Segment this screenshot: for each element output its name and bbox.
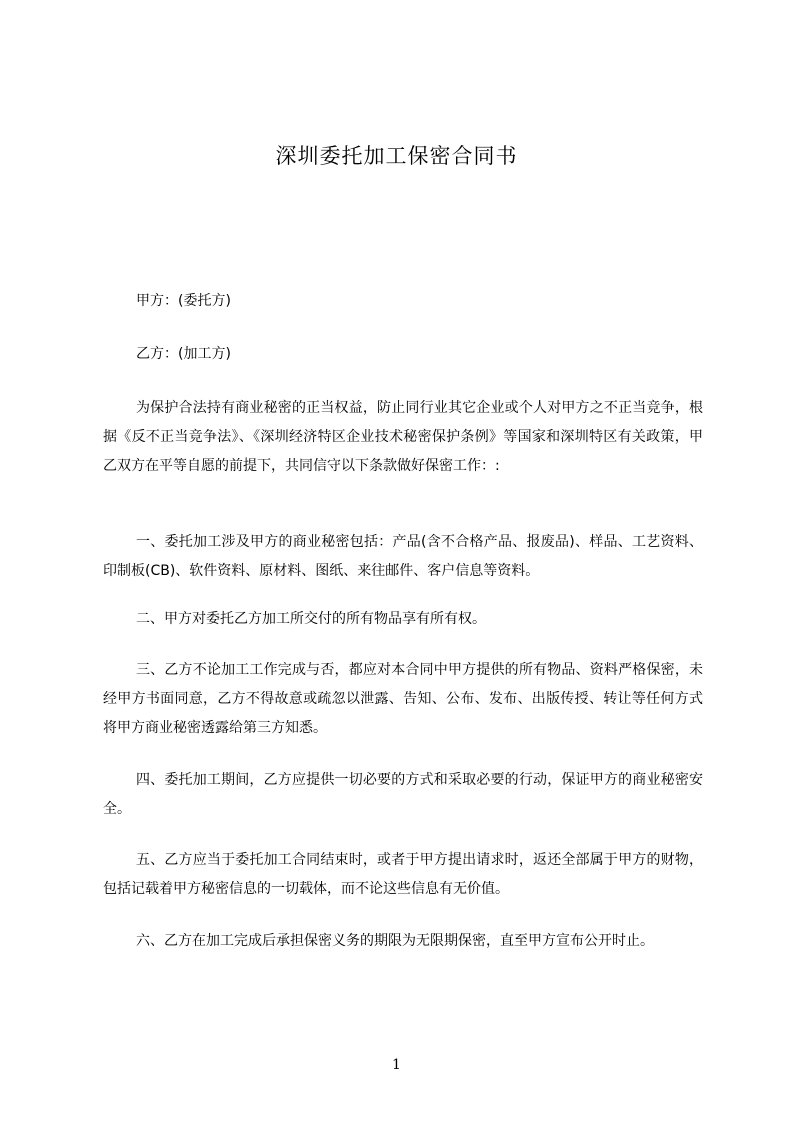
clause-5: 五、乙方应当于委托加工合同结束时，或者于甲方提出请求时，返还全部属于甲方的财物，包括记载着甲方秘密信息的一切载体，而不论这些信息有无价值。 — [103, 852, 703, 897]
clause-3: 三、乙方不论加工工作完成与否，都应对本合同中甲方提供的所有物品、资料严格保密，未经甲方书面同意，乙方不得故意或疏忽以泄露、告知、公布、发布、出版传授、转让等任何方式将甲方商业秘密透露给第三方知悉。 — [103, 662, 703, 736]
party-a-line: 甲方：(委托方) — [136, 293, 231, 309]
clause-4: 四、委托加工期间，乙方应提供一切必要的方式和采取必要的行动，保证甲方的商业秘密安全。 — [103, 772, 703, 817]
clause-6: 六、乙方在加工完成后承担保密义务的期限为无限期保密，直至甲方宣布公开时止。 — [136, 933, 654, 949]
clause-1: 一、委托加工涉及甲方的商业秘密包括：产品(含不合格产品、报废品)、样品、工艺资料、印制板(CB)、软件资料、原材料、图纸、来往邮件、客户信息等资料。 — [103, 534, 703, 579]
document-title: 深圳委托加工保密合同书 — [275, 144, 518, 168]
preamble-paragraph: 为保护合法持有商业秘密的正当权益，防止同行业其它企业或个人对甲方之不正当竞争，根据《反不正当竞争法》、《深圳经济特区企业技术秘密保护条例》等国家和深圳特区有关政策，甲乙双方在平等自愿的前提下，共同信守以下条款做好保密工作：: — [103, 400, 703, 474]
party-b-line: 乙方：(加工方) — [136, 346, 231, 362]
clause-2: 二、甲方对委托乙方加工所交付的所有物品享有所有权。 — [136, 611, 486, 627]
page-number: 1 — [392, 1057, 401, 1073]
